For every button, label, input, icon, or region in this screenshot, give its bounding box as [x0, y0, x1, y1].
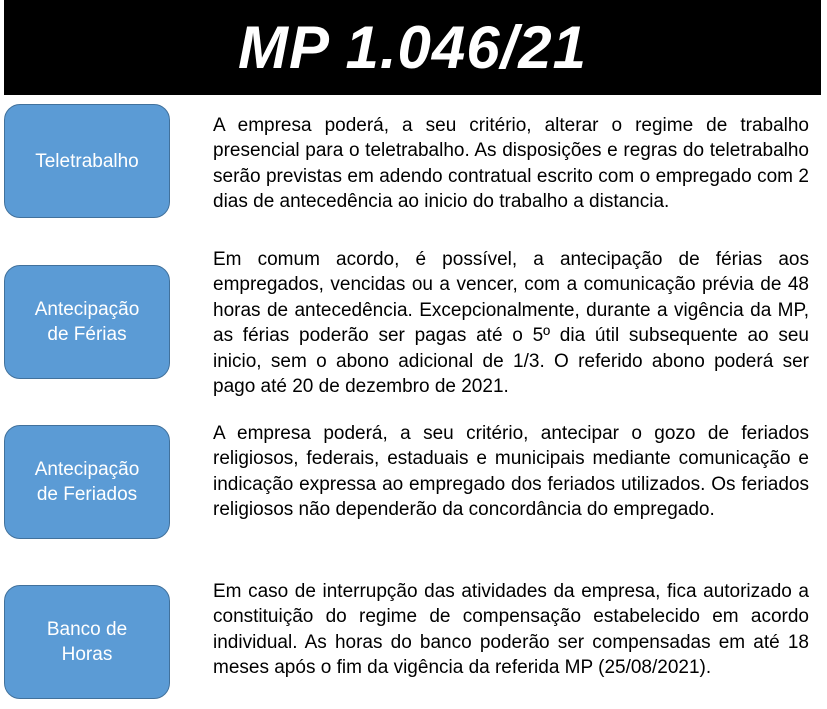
topic-box-antecipacao-feriados: Antecipação de Feriados — [4, 425, 170, 539]
page-title: MP 1.046/21 — [238, 14, 587, 81]
topic-description-teletrabalho: A empresa poderá, a seu critério, alterar o regime de trabalho presencial para o teletrabalho. As disposições e regras do teletrabalho serão previstas em adendo contratual escrito com o empregado com 2 dias de antecedência ao inicio do trabalho a distancia. — [213, 115, 809, 213]
topic-description-antecipacao-ferias: Em comum acordo, é possível, a antecipação de férias aos empregados, vencidas ou a vencer, com a comunicação prévia de 48 horas de antecedência. Excepcionalmente, durante a vigência da MP, as férias poderão ser pagas até o 5º dia útil subsequente ao seu inicio, sem o abono adicional de 1/3. O referido abono poderá ser pago até 20 de dezembro de 2021. — [213, 249, 809, 398]
topic-description-banco-de-horas: Em caso de interrupção das atividades da empresa, fica autorizado a constituição do regime de compensação estabelecido em acordo individual. As horas do banco poderão ser compensadas em até 18 meses após o fim da vigência da referida MP (25/08/2021). — [213, 581, 809, 679]
topic-box-teletrabalho: Teletrabalho — [4, 104, 170, 218]
topic-description-antecipacao-feriados: A empresa poderá, a seu critério, antecipar o gozo de feriados religiosos, federais, estaduais e municipais mediante comunicação e indicação expressa ao empregado dos feriados utilizados. Os feriados religiosos não dependerão da concordância do empregado. — [213, 423, 809, 521]
header-banner — [4, 0, 821, 95]
topic-box-antecipacao-ferias: Antecipação de Férias — [4, 265, 170, 379]
topic-box-banco-de-horas: Banco de Horas — [4, 585, 170, 699]
